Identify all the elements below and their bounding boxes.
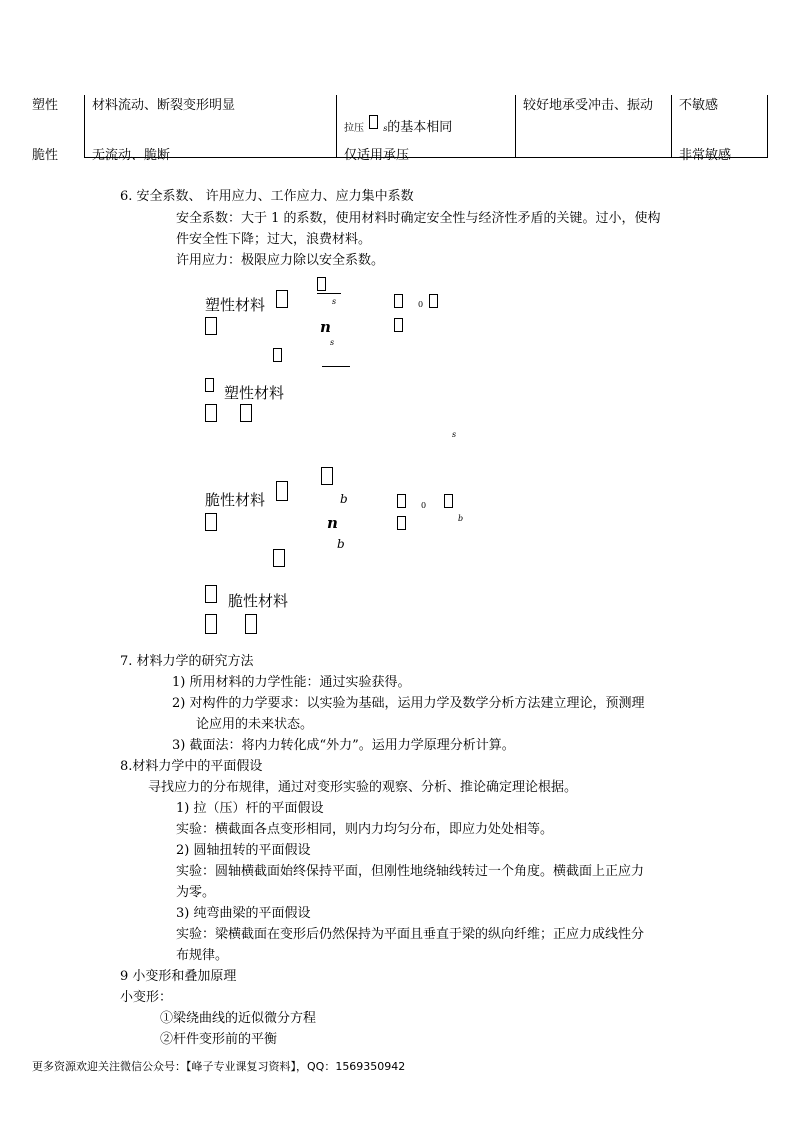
list-item: 3) 纯弯曲梁的平面假设 xyxy=(176,906,311,921)
sigma-symbol xyxy=(205,317,217,335)
table-divider xyxy=(671,95,672,158)
sigma-symbol xyxy=(205,585,217,603)
subscript: s xyxy=(383,124,388,133)
fraction-bar xyxy=(322,366,350,367)
table-divider xyxy=(336,95,337,158)
sigma-symbol xyxy=(397,494,406,508)
sigma-symbol xyxy=(397,516,406,530)
formula-label: 脆性材料 xyxy=(205,491,266,509)
list-item: 1) 所用材料的力学性能：通过实验获得。 xyxy=(172,675,411,690)
sigma-symbol xyxy=(276,481,288,501)
list-item: 2) 圆轴扭转的平面假设 xyxy=(176,843,311,858)
table-bottom-rule xyxy=(84,157,768,158)
paragraph-line: 实验：梁横截面在变形后仍然保持为平面且垂直于梁的纵向纤维；正应力成线性分 xyxy=(176,927,645,942)
paragraph-line: 布规律。 xyxy=(176,948,229,963)
subscript: s xyxy=(452,430,457,439)
table-divider xyxy=(515,95,516,158)
sigma-symbol xyxy=(205,614,217,634)
cell-text: 的基本相同 xyxy=(387,120,453,135)
footer-notice: 更多资源欢迎关注微信公众号：【峰子专业课复习资料】，QQ：1569350942 xyxy=(32,1060,406,1073)
sigma-symbol xyxy=(273,348,282,362)
paragraph-line: 实验：圆轴横截面始终保持平面，但刚性地绕轴线转过一个角度。横截面上正应力 xyxy=(176,864,645,879)
sigma-symbol xyxy=(205,404,217,422)
section-6-heading: 6. 安全系数、 许用应力、工作应力、应力集中系数 xyxy=(120,189,414,204)
list-item: ①梁绕曲线的近似微分方程 xyxy=(160,1011,317,1026)
paragraph-line: 为零。 xyxy=(176,885,216,900)
cell-ductile-impact: 较好地承受冲击、振动 xyxy=(523,98,654,113)
cell-brittle: 脆性 xyxy=(32,148,59,163)
subscript: b xyxy=(458,514,464,523)
paragraph-line: 寻找应力的分布规律，通过对变形实验的观察、分析、推论确定理论根据。 xyxy=(148,780,578,795)
subscript: b xyxy=(337,537,345,551)
cell-brittle-deformation: 无流动、脆断 xyxy=(92,148,171,163)
list-item: 论应用的未来状态。 xyxy=(196,717,314,732)
safety-factor-n: n xyxy=(320,318,331,336)
cell-ductile-sensitivity: 不敏感 xyxy=(679,98,719,113)
table-divider xyxy=(84,95,85,158)
list-item: 1) 拉（压）杆的平面假设 xyxy=(176,801,324,816)
formula-label: 脆性材料 xyxy=(228,592,289,610)
subscript: 0 xyxy=(421,501,427,510)
paragraph-line: 安全系数：大于 1 的系数，使用材料时确定安全性与经济性矛盾的关键。过小，使构 xyxy=(176,211,661,226)
sigma-symbol xyxy=(321,467,333,485)
safety-factor-n: n xyxy=(327,514,338,532)
cell-ductile-strength xyxy=(344,115,452,137)
sigma-symbol xyxy=(205,513,217,531)
cell-prefix: 拉压 xyxy=(344,123,364,134)
paragraph-line: 件安全性下降；过大，浪费材料。 xyxy=(176,232,372,247)
sigma-symbol xyxy=(394,318,403,332)
list-item: ②杆件变形前的平衡 xyxy=(160,1032,278,1047)
sigma-symbol xyxy=(444,494,453,508)
cell-ductile-deformation: 材料流动、断裂变形明显 xyxy=(92,98,236,113)
list-item: 2) 对构件的力学要求：以实验为基础，运用力学及数学分析方法建立理论，预测理 xyxy=(172,696,645,711)
sigma-symbol xyxy=(245,614,257,634)
section-7-heading: 7. 材料力学的研究方法 xyxy=(120,654,254,669)
section-8-heading: 8.材料力学中的平面假设 xyxy=(120,759,263,774)
sigma-symbol xyxy=(276,290,288,308)
sigma-symbol xyxy=(205,378,214,392)
subscript: b xyxy=(340,492,348,506)
subscript: 0 xyxy=(418,300,424,309)
subscript: s xyxy=(330,338,335,347)
formula-label: 塑性材料 xyxy=(205,296,266,314)
cell-ductile: 塑性 xyxy=(32,98,59,113)
paragraph-line: 许用应力：极限应力除以安全系数。 xyxy=(176,253,385,268)
sigma-symbol xyxy=(317,277,326,291)
sigma-symbol xyxy=(369,115,378,129)
sigma-symbol xyxy=(429,294,438,308)
sigma-symbol xyxy=(273,549,285,567)
section-9-heading: 9 小变形和叠加原理 xyxy=(120,969,237,984)
subscript: s xyxy=(332,297,337,306)
paragraph-line: 小变形： xyxy=(120,990,173,1005)
formula-label: 塑性材料 xyxy=(224,384,285,402)
cell-brittle-sensitivity: 非常敏感 xyxy=(679,148,732,163)
paragraph-line: 实验：横截面各点变形相同，则内力均匀分布，即应力处处相等。 xyxy=(176,822,554,837)
sigma-symbol xyxy=(394,294,403,308)
cell-brittle-strength: 仅适用承压 xyxy=(344,148,410,163)
sigma-symbol xyxy=(240,404,252,422)
list-item: 3) 截面法：将内力转化成“外力”。运用力学原理分析计算。 xyxy=(172,738,515,753)
fraction-bar xyxy=(317,293,341,294)
table-divider xyxy=(767,95,768,158)
